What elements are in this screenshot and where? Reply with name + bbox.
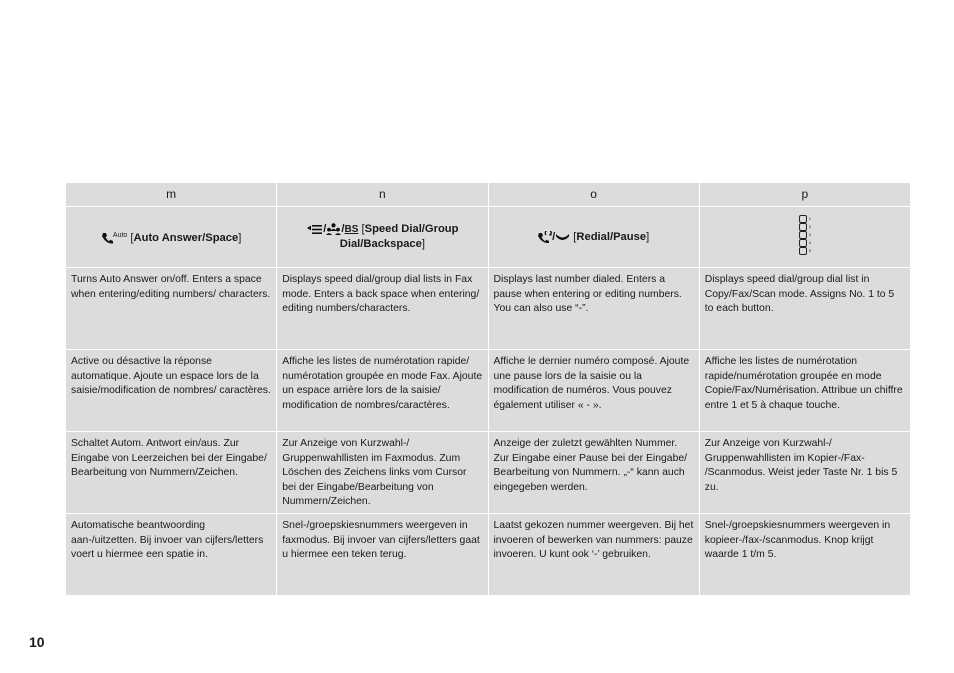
speed-dial-list-icon: [306, 224, 323, 235]
description-cell: Affiche les listes de numérotation rapide/ numérotation groupée en mode Fax. Ajoute un espace arrière lors de la saisie/ modification de nombres/caractères.: [277, 350, 488, 432]
description-row-french: [66, 350, 911, 432]
description-cell: Zur Anzeige von Kurzwahl-/ Gruppenwahllisten im Faxmodus. Zum Löschen des Zeichens links vom Cursor bei der Eingabe/Bearbeitung von Nummern/Zeichen.: [277, 432, 488, 514]
speed-dial-group-dial-backspace-label: Speed Dial/Group Dial/Backspace: [339, 223, 459, 250]
description-cell: Snel-/groepskiesnummers weergeven in kopieer-/fax-/scanmodus. Knop krijgt waarde 1 t/m 5.: [699, 514, 910, 596]
redial-icon: [538, 231, 552, 243]
button-name-row: [66, 207, 911, 268]
one-touch-number-1: 1: [808, 215, 811, 221]
description-cell: Turns Auto Answer on/off. Enters a space when entering/editing numbers/ characters.: [66, 268, 277, 350]
one-touch-number-3: 3: [808, 231, 811, 237]
one-touch-button-1-icon: [799, 215, 807, 223]
description-cell: Active ou désactive la réponse automatique. Ajoute un espace lors de la saisie/modification de nombres/ caractères.: [66, 350, 277, 432]
description-cell: Laatst gekozen nummer weergeven. Bij het invoeren of bewerken van nummers: pauze invoeren. U kunt ook ‘-’ gebruiken.: [488, 514, 699, 596]
column-letter-m: m: [66, 183, 277, 207]
one-touch-number-2: 2: [808, 223, 811, 229]
description-cell: Anzeige der zuletzt gewählten Nummer. Zur Eingabe einer Pause bei der Eingabe/ Bearbeitung von Nummern. „-“ kann auch eingegeben werden.: [488, 432, 699, 514]
button-description-table: [65, 182, 911, 596]
description-cell: Automatische beantwoording aan-/uitzetten. Bij invoer van cijfers/letters voert u hiermee een spatie in.: [66, 514, 277, 596]
description-cell: Affiche les listes de numérotation rapide/numérotation groupée en mode Copie/Fax/Numérisation. Attribue un chiffre entre 1 et 5 à chaque touche.: [699, 350, 910, 432]
one-touch-button-5-icon: [799, 247, 807, 255]
description-cell: Displays speed dial/group dial lists in Fax mode. Enters a back space when entering/ editing numbers/characters.: [277, 268, 488, 350]
pause-icon: [555, 232, 570, 242]
one-touch-button-3-icon: [799, 231, 807, 239]
phone-icon: [101, 232, 114, 244]
description-cell: Snel-/groepskiesnummers weergeven in faxmodus. Bij invoer van cijfers/letters gaat u hiermee een teken terug.: [277, 514, 488, 596]
column-letter-p: p: [699, 183, 910, 207]
one-touch-number-4: 4: [808, 239, 811, 245]
description-cell: Schaltet Autom. Antwort ein/aus. Zur Eingabe von Leerzeichen bei der Eingabe/ Bearbeitung von Nummern/Zeichen.: [66, 432, 277, 514]
auto-answer-space-label: Auto Answer/Space: [133, 232, 239, 244]
description-cell: Displays last number dialed. Enters a pause when entering or editing numbers. You can also use “-”.: [488, 268, 699, 350]
button-cell-one-touch: [699, 207, 910, 268]
description-row-english: [66, 268, 911, 350]
one-touch-number-5: 5: [808, 247, 811, 253]
description-cell: Affiche le dernier numéro composé. Ajoute une pause lors de la saisie ou la modification de numéros. Vous pouvez également utiliser « - ».: [488, 350, 699, 432]
page-number: 10: [29, 634, 45, 650]
one-touch-button-4-icon: [799, 239, 807, 247]
one-touch-button-2-icon: [799, 223, 807, 231]
column-letter-o: o: [488, 183, 699, 207]
column-letter-row: [66, 183, 911, 207]
description-row-dutch: [66, 514, 911, 596]
column-letter-n: n: [277, 183, 488, 207]
description-cell: Zur Anzeige von Kurzwahl-/ Gruppenwahllisten im Kopier-/Fax- /Scanmodus. Weist jeder Taste Nr. 1 bis 5 zu.: [699, 432, 910, 514]
button-cell-auto-answer: $^{Auto}$ [Auto Answer/Space]: [66, 207, 277, 268]
button-cell-speed-dial: / /BS [Speed Dial/Group Dial/Backspace]: [277, 207, 488, 268]
auto-label: Auto: [112, 232, 128, 239]
button-cell-redial: / [Redial/Pause]: [488, 207, 699, 268]
redial-pause-label: Redial/Pause: [576, 230, 647, 243]
backspace-icon: BS: [344, 224, 359, 235]
one-touch-buttons-icon: [799, 215, 811, 255]
description-cell: Displays speed dial/group dial list in Copy/Fax/Scan mode. Assigns No. 1 to 5 to each button.: [699, 268, 910, 350]
group-dial-icon: [326, 223, 341, 235]
description-row-german: [66, 432, 911, 514]
